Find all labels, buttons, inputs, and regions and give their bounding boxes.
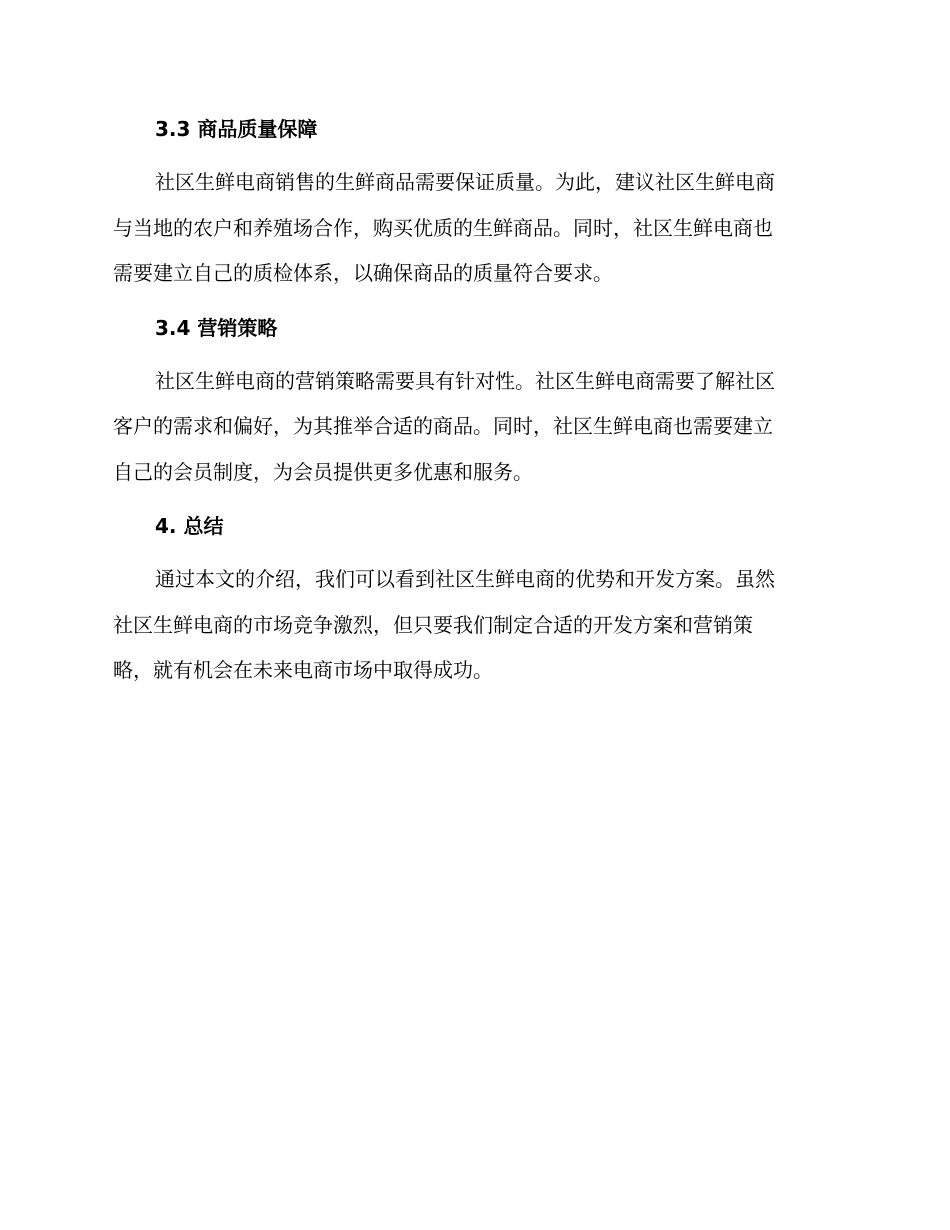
section-heading: 3.4 营销策略 [155, 315, 278, 340]
section-3-3 [113, 114, 833, 297]
paragraph-line: 与当地的农户和养殖场合作，购买优质的生鲜商品。同时，社区生鲜电商也 [113, 215, 773, 240]
section-3-4 [113, 313, 833, 496]
paragraph-line: 社区生鲜电商的营销策略需要具有针对性。社区生鲜电商需要了解社区 [155, 368, 775, 393]
paragraph-line: 略，就有机会在未来电商市场中取得成功。 [113, 658, 493, 682]
paragraph-line: 自己的会员制度，为会员提供更多优惠和服务。 [113, 459, 533, 484]
section-4 [113, 511, 833, 694]
paragraph-line: 需要建立自己的质检体系，以确保商品的质量符合要求。 [113, 261, 613, 285]
paragraph-line: 社区生鲜电商销售的生鲜商品需要保证质量。为此，建议社区生鲜电商 [155, 170, 775, 194]
paragraph [113, 557, 833, 694]
section-heading: 4. 总结 [155, 514, 224, 538]
paragraph [113, 359, 833, 496]
section-heading: 3.3 商品质量保障 [155, 117, 318, 141]
paragraph [113, 160, 833, 297]
document-body [113, 114, 833, 710]
paragraph-line: 通过本文的介绍，我们可以看到社区生鲜电商的优势和开发方案。虽然 [155, 567, 775, 591]
paragraph-line: 社区生鲜电商的市场竞争激烈，但只要我们制定合适的开发方案和营销策 [113, 612, 753, 637]
paragraph-line: 客户的需求和偏好，为其推举合适的商品。同时，社区生鲜电商也需要建立 [113, 414, 773, 438]
